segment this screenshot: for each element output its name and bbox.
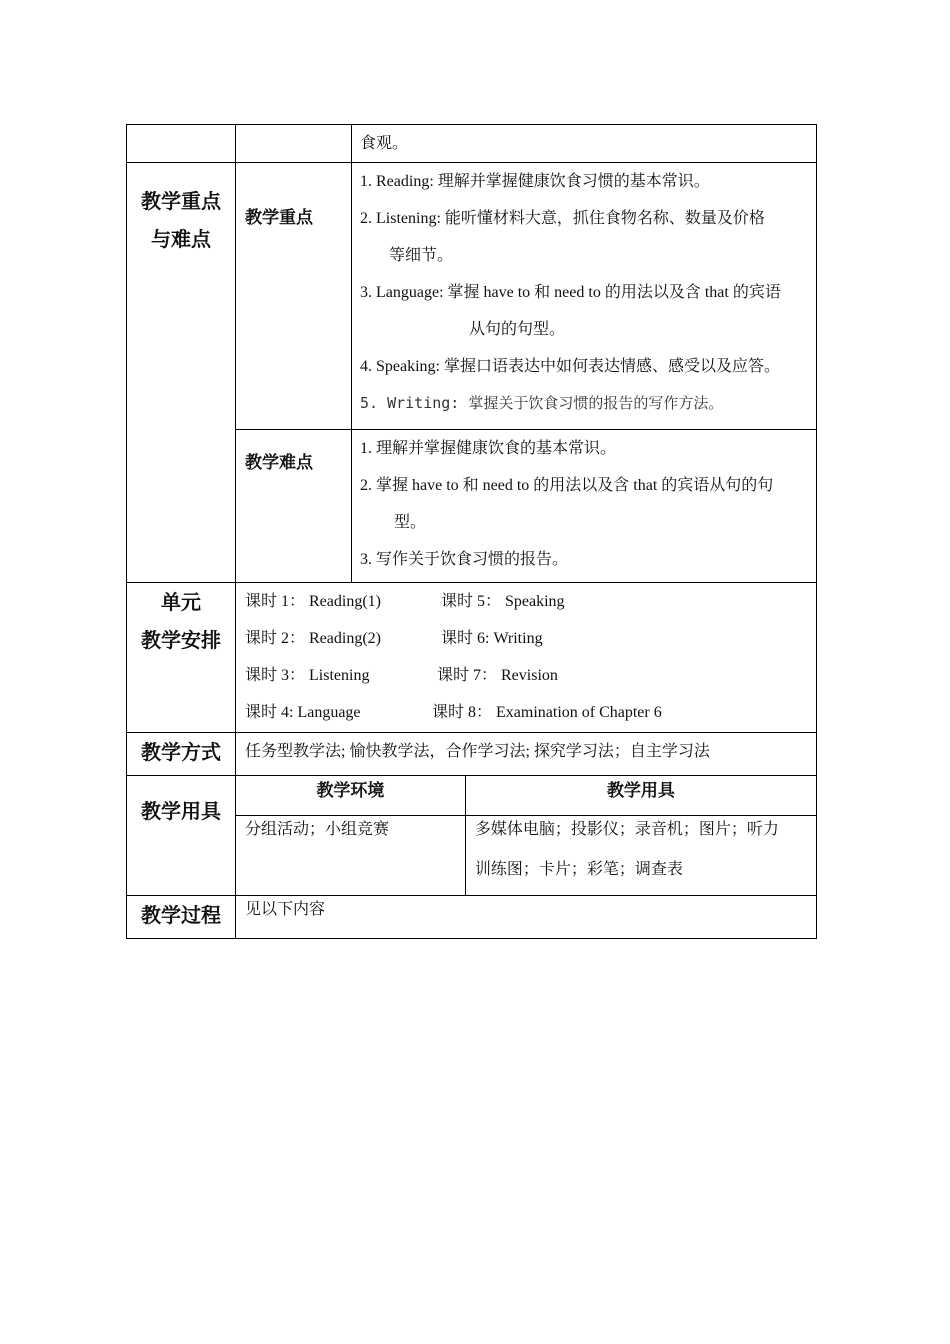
key-item: 等细节。	[389, 247, 454, 264]
unit-schedule-row	[127, 583, 817, 733]
key-item: 4. Speaking: 掌握口语表达中如何表达情感、感受以及应答。	[360, 358, 780, 375]
schedule-lesson: 课时 8： Examination of Chapter 6	[432, 704, 662, 721]
key-item: 2. Listening: 能听懂材料大意，抓住食物名称、数量及价格	[360, 210, 765, 227]
key-item: 1. Reading: 理解并掌握健康饮食习惯的基本常识。	[360, 173, 710, 190]
schedule-lesson: 课时 7： Revision	[437, 667, 558, 684]
schedule-line	[236, 657, 816, 694]
schedule-lesson: 课时 5： Speaking	[441, 593, 565, 610]
method-header: 教学方式	[141, 740, 221, 764]
teaching-process-row	[127, 896, 817, 939]
teaching-tools-row	[127, 776, 817, 896]
diff-label-cell	[236, 430, 352, 583]
key-points-list	[352, 163, 817, 430]
diff-item: 型。	[394, 514, 427, 531]
schedule-lesson: 课时 2： Reading(2)	[245, 630, 381, 647]
method-text: 任务型教学法; 愉快教学法，合作学习法; 探究学习法；自主学习法	[245, 743, 710, 760]
schedule-line	[236, 620, 816, 657]
tools-content-line: 多媒体电脑；投影仪；录音机；图片；听力	[474, 820, 779, 838]
unit-header-cell	[127, 583, 236, 733]
key-item: 3. Language: 掌握 have to 和 need to 的用法以及含 that 的宾语	[360, 284, 781, 301]
diff-item: 1. 理解并掌握健康饮食的基本常识。	[360, 440, 617, 457]
environment-heading: 教学环境	[316, 781, 385, 801]
unit-header-line1: 单元	[161, 590, 201, 614]
tools-cell	[236, 776, 817, 896]
key-item: 5. Writing: 掌握关于饮食习惯的报告的写作方法。	[360, 394, 724, 412]
process-header-cell	[127, 896, 236, 939]
continuation-text: 食观。	[360, 135, 409, 152]
difficulties-label: 教学难点	[245, 453, 313, 473]
lesson-plan-table	[126, 124, 817, 939]
schedule-lesson: 课时 6: Writing	[441, 630, 543, 647]
tools-header: 教学用具	[141, 799, 221, 823]
difficulties-list	[352, 430, 817, 583]
teaching-method-row	[127, 733, 817, 776]
unit-header-line2: 教学安排	[141, 628, 221, 652]
diff-item: 2. 掌握 have to 和 need to 的用法以及含 that 的宾语从句的句	[360, 477, 774, 494]
tools-inner-table	[236, 776, 816, 895]
method-header-cell	[127, 733, 236, 776]
schedule-cell	[236, 583, 817, 733]
schedule-line	[236, 694, 816, 731]
focus-header-line1: 教学重点	[141, 189, 221, 213]
process-text: 见以下内容	[245, 901, 326, 918]
tools-content-line: 训练图；卡片；彩笔；调查表	[474, 860, 683, 878]
method-cell	[236, 733, 817, 776]
tools-header-cell	[127, 776, 236, 896]
key-points-row	[127, 163, 817, 430]
key-points-label: 教学重点	[245, 208, 313, 228]
schedule-lesson: 课时 1： Reading(1)	[245, 593, 381, 610]
process-header: 教学过程	[141, 903, 221, 927]
tools-heading: 教学用具	[606, 781, 675, 801]
schedule-line	[236, 583, 816, 620]
schedule-lesson: 课时 4: Language	[245, 704, 361, 721]
key-label-cell	[236, 163, 352, 430]
focus-header-line2: 与难点	[151, 227, 211, 251]
continuation-row	[127, 125, 817, 163]
process-cell	[236, 896, 817, 939]
key-item: 从句的句型。	[469, 321, 566, 338]
environment-content: 分组活动；小组竞赛	[245, 820, 390, 838]
schedule-lesson: 课时 3： Listening	[245, 667, 370, 684]
diff-item: 3. 写作关于饮食习惯的报告。	[360, 551, 569, 568]
focus-header-cell	[127, 163, 236, 583]
